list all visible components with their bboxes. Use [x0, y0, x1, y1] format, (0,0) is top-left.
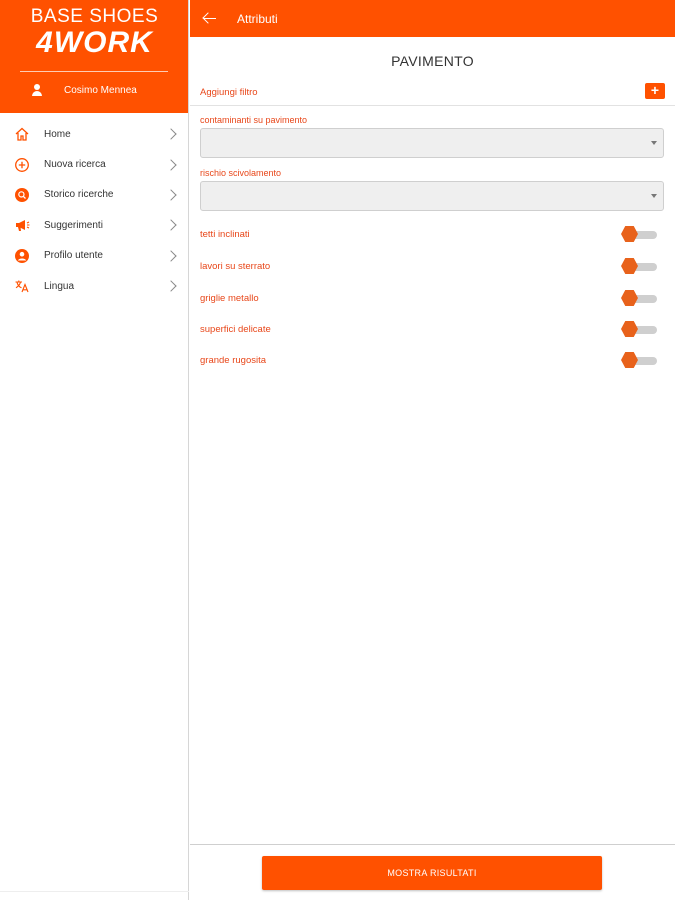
sidebar-item-label: Home: [44, 128, 71, 140]
sidebar-item-label: Nuova ricerca: [44, 159, 106, 171]
user-icon: [31, 84, 43, 96]
toggle-row-sloped-roofs: [190, 224, 675, 246]
user-row[interactable]: [0, 80, 189, 100]
toggle-row-delicate-surfaces: [190, 319, 675, 341]
toggle-knob: [621, 290, 638, 306]
sidebar-item-suggestions[interactable]: [0, 210, 189, 240]
translate-icon: [13, 277, 31, 295]
add-filter-label: Aggiungi filtro: [200, 87, 258, 98]
sidebar-item-label: Lingua: [44, 280, 75, 292]
chevron-right-icon: [165, 220, 176, 231]
search-history-icon: [13, 186, 31, 204]
user-name: Cosimo Mennea: [64, 84, 137, 96]
sloped-roofs-toggle[interactable]: [621, 229, 657, 239]
add-filter-row: [190, 80, 675, 106]
caret-down-icon: [651, 194, 657, 198]
toggle-knob: [621, 258, 638, 274]
toggle-label: griglie metallo: [200, 293, 259, 304]
sidebar-item-label: Storico ricerche: [44, 189, 114, 201]
sidebar-divider: [20, 71, 168, 72]
toggle-knob: [621, 352, 638, 368]
delicate-surfaces-toggle[interactable]: [621, 324, 657, 334]
sidebar-item-language[interactable]: [0, 271, 189, 301]
back-arrow-icon[interactable]: [202, 11, 218, 27]
sidebar: [0, 0, 189, 900]
sidebar-item-label: Profilo utente: [44, 250, 103, 262]
high-roughness-toggle[interactable]: [621, 355, 657, 365]
toggle-row-high-roughness: [190, 350, 675, 372]
chevron-right-icon: [165, 280, 176, 291]
metal-grids-toggle[interactable]: [621, 293, 657, 303]
main-panel: [190, 0, 675, 900]
toggle-row-dirt-work: [190, 256, 675, 278]
sidebar-item-label: Suggerimenti: [44, 219, 103, 231]
home-icon: [13, 125, 31, 143]
brand-logo: [0, 6, 189, 58]
toggle-row-metal-grids: [190, 288, 675, 310]
plus-circle-icon: [13, 156, 31, 174]
show-results-button[interactable]: MOSTRA RISULTATI: [262, 856, 602, 890]
section-title: PAVIMENTO: [391, 53, 474, 69]
logo-top-text: BASE SHOES: [30, 6, 159, 27]
sidebar-item-search-history[interactable]: [0, 180, 189, 210]
slip-risk-select[interactable]: [200, 181, 664, 211]
toggle-knob: [621, 321, 638, 337]
toggle-label: grande rugosita: [200, 355, 267, 366]
sidebar-header: [0, 0, 188, 113]
sidebar-item-user-profile[interactable]: [0, 241, 189, 271]
contaminants-select[interactable]: [200, 128, 664, 158]
chevron-right-icon: [165, 159, 176, 170]
sidebar-menu: [0, 119, 189, 301]
toggle-label: superfici delicate: [200, 324, 271, 335]
chevron-right-icon: [165, 189, 176, 200]
add-filter-button[interactable]: +: [645, 83, 665, 99]
page-title: Attributi: [237, 11, 278, 26]
logo-bottom-text: 4WORK: [36, 26, 153, 59]
sidebar-bottom-divider: [0, 891, 189, 892]
toggle-label: lavori su sterrato: [200, 261, 271, 272]
sidebar-item-new-search[interactable]: [0, 149, 189, 179]
toggle-knob: [621, 226, 638, 242]
caret-down-icon: [651, 141, 657, 145]
chevron-right-icon: [165, 129, 176, 140]
sidebar-item-home[interactable]: [0, 119, 189, 149]
contaminants-label: contaminanti su pavimento: [200, 115, 308, 125]
footer-bar: [190, 844, 675, 900]
toggle-label: tetti inclinati: [200, 229, 250, 240]
top-bar: [190, 0, 675, 37]
chevron-right-icon: [165, 250, 176, 261]
slip-risk-label: rischio scivolamento: [200, 168, 282, 178]
dirt-work-toggle[interactable]: [621, 261, 657, 271]
user-profile-icon: [13, 247, 31, 265]
megaphone-icon: [13, 216, 31, 234]
